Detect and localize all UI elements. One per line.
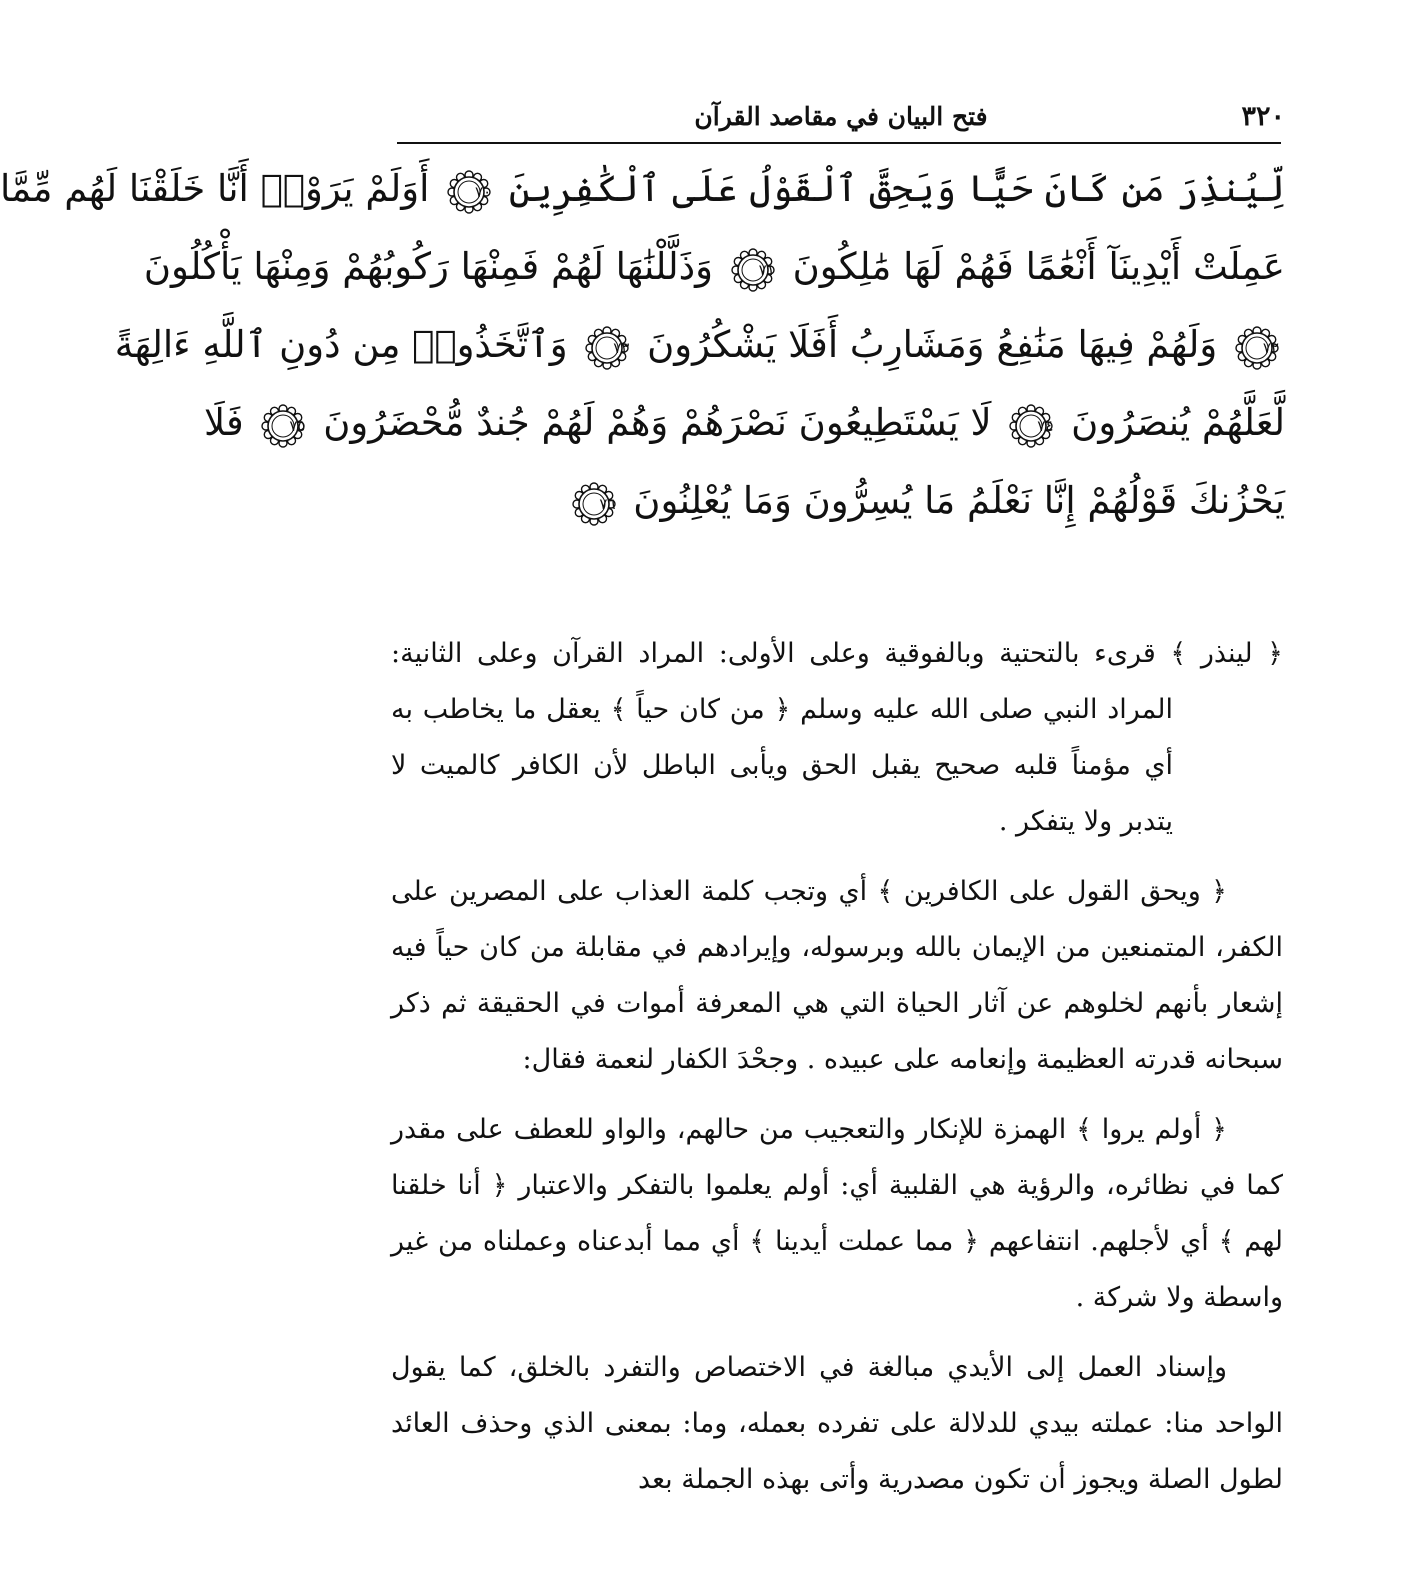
quran-text: وَٱتَّخَذُوا۟ مِن دُونِ ٱللَّهِ ءَالِهَةً	[114, 323, 568, 366]
page-header	[397, 96, 1285, 136]
commentary-paragraph: ﴿ ويحق القول على الكافرين ﴾ أي وتجب كلمة العذاب على المصرين على الكفر، المتمنعين من الإيمان بالله وبرسوله، وإيرادهم في مقابلة من كان حياً فيه إشعار بأنهم لخلوهم عن آثار الحياة التي هي المعرفة أموات في الحقيقة ثم ذكر سبحانه قدرته العظيمة وإنعامه على عبيده . وجحْدَ الكفار لنعمة فقال:	[391, 876, 1283, 1075]
quran-line	[0, 150, 1285, 228]
ayah-end-marker	[447, 170, 491, 214]
ayah-end-marker	[261, 404, 305, 448]
book-title: فتح البيان في مقاصد القرآن	[694, 102, 988, 131]
commentary-paragraph: ﴿ أولم يروا ﴾ الهمزة للإنكار والتعجيب من حالهم، والواو للعطف على مقدر كما في نظائره، والرؤية هي القلبية أي: أولم يعلموا بالتفكر والاعتبار ﴿ أنا خلقنا لهم ﴾ أي لأجلهم. انتفاعهم ﴿ مما عملت أيدينا ﴾ أي مما أبدعناه وعملناه من غير واسطة ولا شركة .	[391, 1114, 1283, 1313]
commentary-lead-text: ﴿ لينذر ﴾ قرىء بالتحتية وبالفوقية وعلى الأولى: المراد القرآن وعلى الثانية:	[391, 638, 1283, 669]
quran-text: وَلَهُمْ فِيهَا مَنَٰفِعُ وَمَشَارِبُ أَفَلَا يَشْكُرُونَ	[647, 323, 1218, 366]
quran-line	[114, 306, 1285, 384]
ayah-end-marker	[731, 248, 775, 292]
quran-text: عَمِلَتْ أَيْدِينَآ أَنْعَٰمًا فَهُمْ لَهَا مَٰلِكُونَ	[792, 245, 1285, 288]
quran-text: لِّيُنذِرَ مَن كَانَ حَيًّا وَيَحِقَّ ٱلْقَوْلُ عَلَى ٱلْكَٰفِرِينَ	[508, 167, 1285, 210]
ayah-end-marker	[1235, 326, 1279, 370]
ayah-number: ٧٣	[613, 338, 630, 357]
quran-line	[203, 384, 1285, 462]
quran-text: وَذَلَّلْنَٰهَا لَهُمْ فَمِنْهَا رَكُوبُهُمْ وَمِنْهَا يَأْكُلُونَ	[143, 245, 714, 288]
commentary-paragraph: وإسناد العمل إلى الأيدي مبالغة في الاختصاص والتفرد بالخلق، كما يقول الواحد منا: عملته بيدي للدلالة على تفرده بعمله، وما: بمعنى الذي وحذف العائد لطول الصلة ويجوز أن تكون مصدرية وأتى بهذه الجملة بعد	[391, 1352, 1283, 1495]
commentary-paragraph	[391, 626, 1283, 850]
commentary-text: المراد النبي صلى الله عليه وسلم ﴿ من كان حياً ﴾ يعقل ما يخاطب به أي مؤمناً قلبه صحيح يقبل الحق ويأبى الباطل لأن الكافر كالميت لا يتدبر ولا يتفكر .	[391, 694, 1173, 837]
ayah-number: ٧٠	[475, 182, 492, 201]
quran-text: لَا يَسْتَطِيعُونَ نَصْرَهُمْ وَهُمْ لَهُمْ جُندٌ مُّحْضَرُونَ	[323, 401, 992, 444]
quran-text: لَّعَلَّهُمْ يُنصَرُونَ	[1071, 401, 1285, 444]
quran-text: يَحْزُنكَ قَوْلُهُمْ إِنَّا نَعْلَمُ مَا يُسِرُّونَ وَمَا يُعْلِنُونَ	[633, 479, 1285, 522]
ayah-number: ٧١	[758, 260, 775, 279]
quran-line	[389, 462, 1285, 540]
ayah-number: ٧٦	[599, 494, 616, 513]
ayah-number: ٧٢	[1262, 338, 1279, 357]
quran-text: أَوَلَمْ يَرَوْا۟ أَنَّا خَلَقْنَا لَهُم مِّمَّا	[0, 167, 430, 210]
ayah-number: ٧٤	[1037, 416, 1054, 435]
ayah-end-marker	[1009, 404, 1053, 448]
ayah-end-marker	[585, 326, 629, 370]
page-number: ٣٢٠	[1241, 101, 1285, 132]
quran-line	[143, 228, 1285, 306]
commentary-block	[391, 626, 1283, 1522]
ayah-number: ٧٥	[289, 416, 306, 435]
header-divider	[397, 142, 1281, 144]
ayah-end-marker	[572, 482, 616, 526]
quran-text: فَلَا	[203, 401, 244, 444]
quran-verses-block	[0, 150, 1285, 540]
